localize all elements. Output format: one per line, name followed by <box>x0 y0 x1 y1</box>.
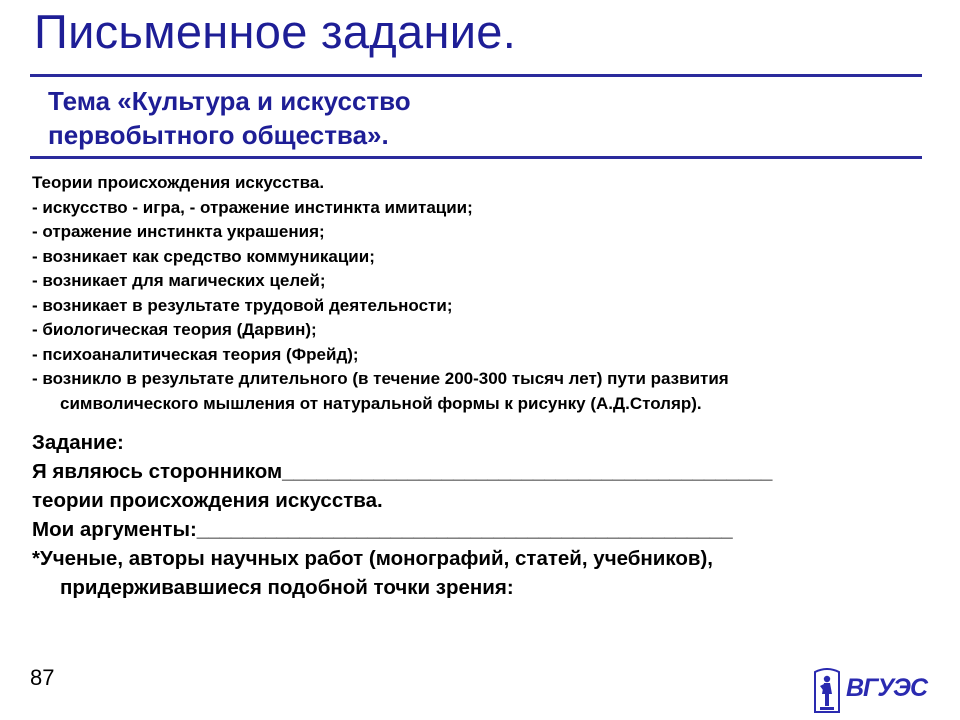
list-item: - возникает в результате трудовой деятельности; <box>32 295 453 315</box>
task-section <box>32 428 912 602</box>
task-scientists-line: *Ученые, авторы научных работ (монографий, статей, учебников), <box>32 547 714 570</box>
logo-text: ВГУЭС <box>846 674 928 702</box>
task-arguments-line: Мои аргументы:_______________________________________________ <box>32 518 733 541</box>
list-item: - психоаналитическая теория (Фрейд); <box>32 344 359 364</box>
list-item: - возникает для магических целей; <box>32 271 326 290</box>
subtitle-divider <box>30 156 922 159</box>
university-logo <box>812 668 928 714</box>
task-label: Задание: <box>32 431 124 454</box>
theories-heading: Теории происхождения искусства. <box>32 173 325 192</box>
list-item-continuation: символического мышления от натуральной формы к рисунку (А.Д.Столяр). <box>60 393 702 413</box>
list-item: - отражение инстинкта украшения; <box>32 222 325 241</box>
title-divider <box>30 74 922 77</box>
topic-line-2: первобытного общества». <box>48 120 389 150</box>
list-item: - биологическая теория (Дарвин); <box>32 320 317 339</box>
topic-line-1: Тема «Культура и искусство <box>48 86 411 116</box>
list-item: - искусство - игра, - отражение инстинкта имитации; <box>32 197 473 217</box>
theories-list <box>32 171 912 416</box>
list-item: - возникает как средство коммуникации; <box>32 246 375 266</box>
topic-subtitle <box>48 84 411 152</box>
statue-emblem-icon <box>812 668 842 714</box>
page-number: 87 <box>30 665 55 690</box>
task-theory-line: теории происхождения искусства. <box>32 489 383 512</box>
task-viewpoint-line: придерживавшиеся подобной точки зрения: <box>60 576 514 599</box>
task-supporter-line: Я являюсь сторонником___________________________________________ <box>32 460 773 483</box>
list-item: - возникло в результате длительного (в течение 200-300 тысяч лет) пути развития <box>32 369 729 388</box>
page-title: Письменное задание. <box>34 5 517 58</box>
